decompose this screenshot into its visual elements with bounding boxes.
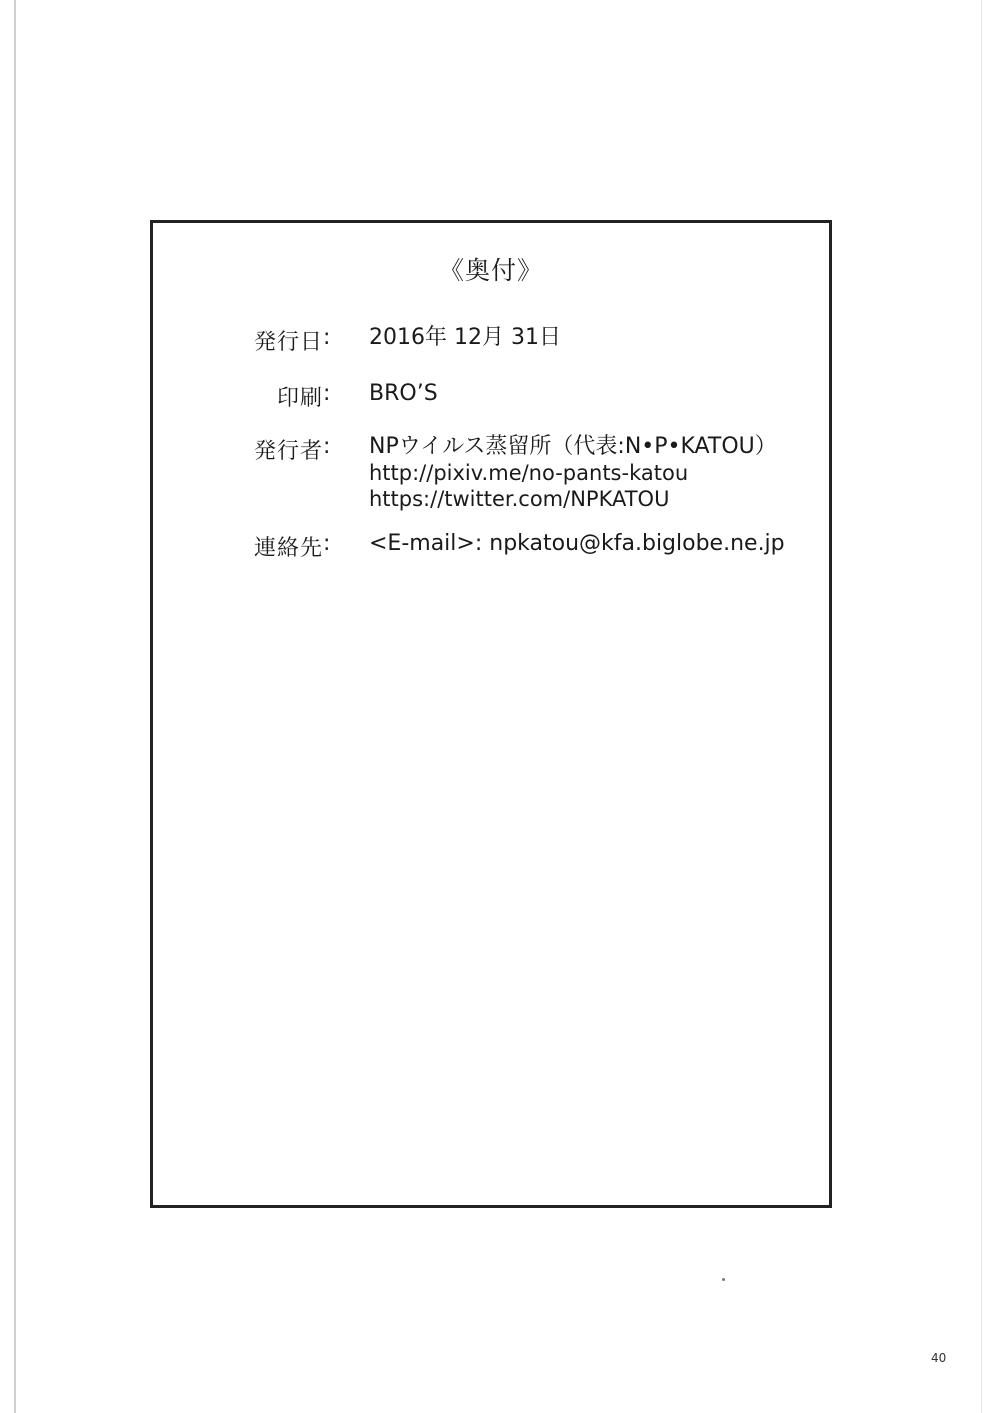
colophon-box: [150, 220, 832, 1208]
printer-colon: :: [323, 381, 331, 406]
twitter-link[interactable]: https://twitter.com/NPKATOU: [369, 487, 670, 511]
page-number: 40: [931, 1351, 947, 1365]
publisher-name: NPウイルス蒸留所（代表:N•P•KATOU）: [369, 434, 777, 459]
issue-date-label: 発行日: [253, 330, 323, 355]
publisher-label: 発行者: [253, 439, 323, 464]
contact-colon: :: [323, 531, 331, 556]
printer-value: BRO’S: [369, 381, 438, 406]
page-edge: [14, 0, 16, 1413]
contact-label: 連絡先: [253, 536, 323, 561]
issue-date-value: 2016年 12月 31日: [369, 325, 561, 350]
scan-speck: [722, 1278, 725, 1281]
issue-date-colon: :: [323, 325, 331, 350]
page-edge: [981, 0, 982, 1413]
pixiv-link[interactable]: http://pixiv.me/no-pants-katou: [369, 461, 689, 485]
colophon-title: 《奥付》: [438, 256, 543, 285]
printer-label: 印刷: [276, 386, 323, 411]
publisher-colon: :: [323, 434, 331, 459]
contact-email[interactable]: <E-mail>: npkatou@kfa.biglobe.ne.jp: [369, 531, 785, 556]
